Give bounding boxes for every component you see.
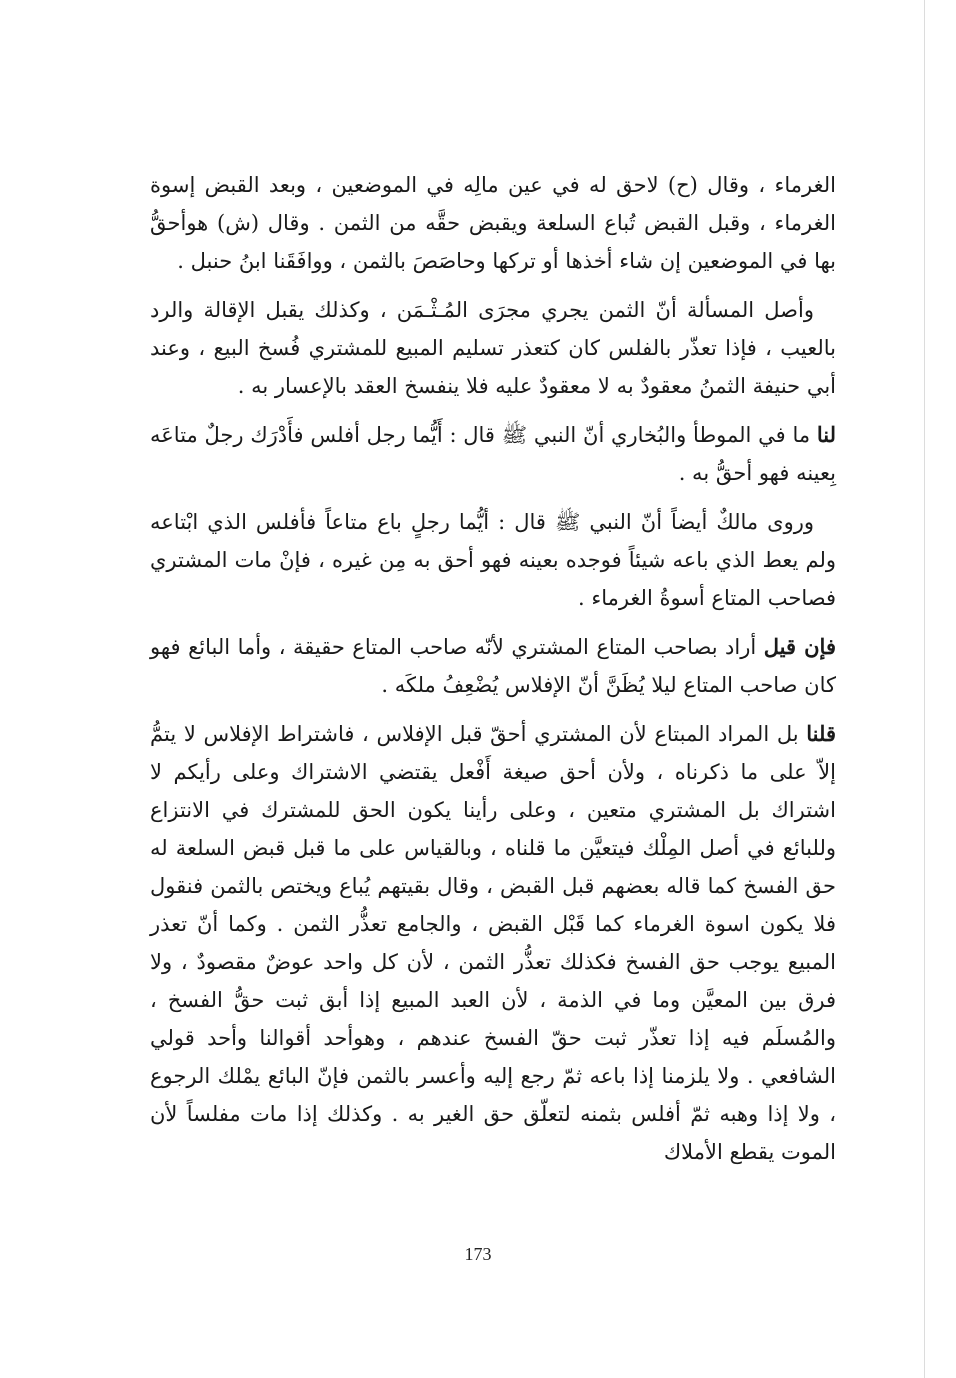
paragraph-6 xyxy=(150,715,836,1171)
paragraph-lead: لنا xyxy=(816,422,836,447)
paragraph-text: ما في الموطأ والبُخاري أنّ النبي ﷺ قال : أَيُّما رجل أفلس فأَدْرَك رجلٌ متاعَه بِعينه فهو أحقُّ به . xyxy=(150,423,836,485)
paragraph-3 xyxy=(150,416,836,492)
paragraph-4 xyxy=(150,503,836,617)
paragraph-text: وأصل المسألة أنّ الثمن يجري مجرَى المُـثْـمَن ، وكذلك يقبل الإقالة والرد بالعيب ، فإذا تعذّر بالفلس كان كتعذر تسليم المبيع للمشتري فُسخ البيع ، وعند أبي حنيفة الثمنُ معقودٌ به لا معقودٌ عليه فلا ينفسخ العقد بالإعسار به . xyxy=(150,298,836,398)
paragraph-text: أراد بصاحب المتاع المشتري لأنّه صاحب المتاع حقيقة ، وأما البائع فهو كان صاحب المتاع ليلا يُظَنَّ أنّ الإفلاس يُضْعِفُ ملكَه . xyxy=(150,635,836,697)
paragraph-5 xyxy=(150,628,836,704)
paragraph-text: وروى مالكٌ أيضاً أنّ النبي ﷺ قال : أيُّما رجلٍ باع متاعاً فأفلس الذي ابْتاعه ولم يعط الذي باعه شيئاً فوجده بعينه فهو أحق به مِن غيره ، فإنْ مات المشتري فصاحب المتاع أسوةُ الغرماء . xyxy=(150,510,836,610)
paragraph-text: بل المراد المبتاع لأن المشتري أحقّ قبل الإفلاس ، فاشتراط الإفلاس لا يتمُّ إلاّ على ما ذكرناه ، ولأن أحق صيغة أَفْعل يقتضي الاشتراك وعلى رأيكم لا اشتراك بل المشتري متعين ، وعلى رأينا يكون الحق للمشترك في الانتزاع وللبائع في أصل المِلْك فيتعيَّن ما قلناه ، وبالقياس على ما قبل قبض السلعة له حق الفسخ كما قاله بعضهم قبل القبض ، وقال بقيتهم يُباع ويختص بالثمن فنقول فلا يكون اسوة الغرماء كما قَبْل القبض ، والجامع تعذُّر الثمن . وكما أنّ تعذر المبيع يوجب حق الفسخ فكذلك تعذُّر الثمن ، لأن كل واحد عوضٌ مقصودٌ ، ولا فرق بين المعيَّن وما في الذمة ، لأن العبد المبيع إذا أبق ثبت حقُّ الفسخ ، والمُسلَم فيه إذا تعذّر ثبت حقّ الفسخ عندهم ، وهوأحد أقوالنا وأحد قولي الشافعي . ولا يلزمنا إذا باعه ثمّ رجع إليه وأعسر بالثمن فإنّ البائع يمْلك الرجوع ، ولا إذا وهبه ثمّ أفلس بثمنه لتعلّق حق الغير به . وكذلك إذا مات مفلساً لأن الموت يقطع الأملاك xyxy=(150,722,836,1164)
paragraph-2 xyxy=(150,291,836,405)
paragraph-text: الغرماء ، وقال (ح) لاحق له في عين مالِه في الموضعين ، وبعد القبض إسوة الغرماء ، وقبل القبض تُباع السلعة ويقبض حقَّه من الثمن . وقال (ش) هوأحقُّ بها في الموضعين إن شاء أخذها أو تركها وحاصَصَ بالثمن ، ووافَقَنا ابنُ حنبل . xyxy=(150,173,836,273)
paragraph-lead: قلنا xyxy=(806,721,836,746)
page-body xyxy=(150,166,836,1182)
page-edge-line xyxy=(924,0,925,1378)
page-number: 173 xyxy=(464,1244,492,1264)
paragraph-1 xyxy=(150,166,836,280)
paragraph-lead: فإن قيل xyxy=(763,634,836,659)
